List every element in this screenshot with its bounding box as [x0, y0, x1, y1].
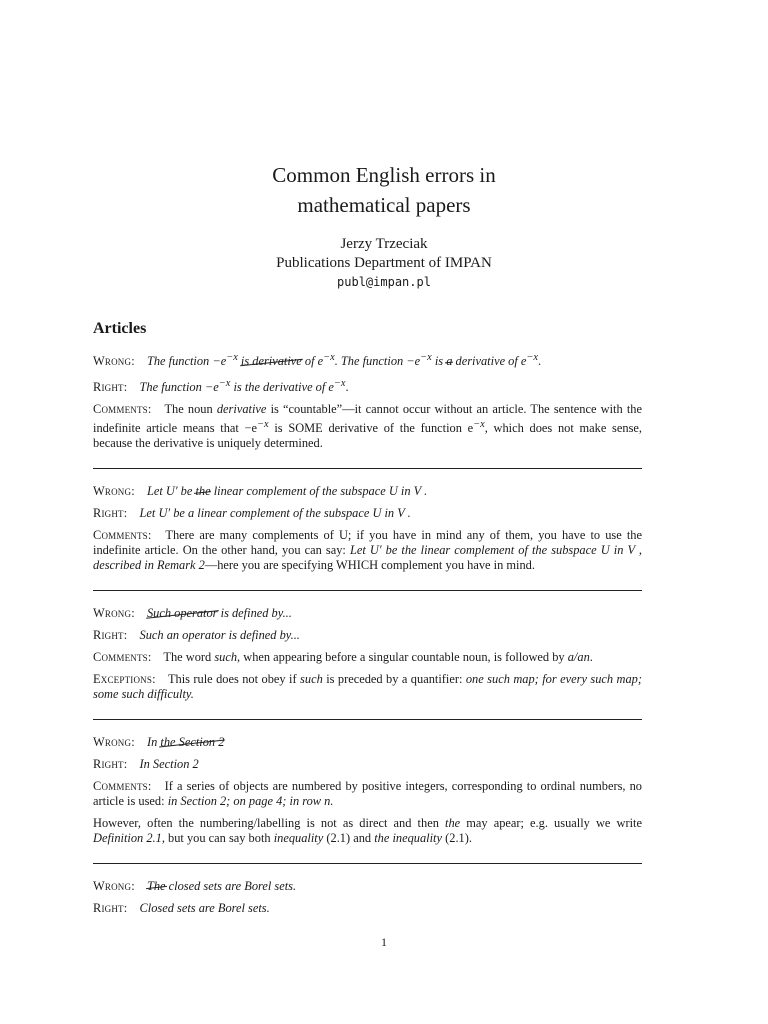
wrong-line: Wrong: In the Section 2	[93, 735, 225, 750]
wrong-line: Wrong: The function $-e^{-x}$ is derivative of $e^{-x}$. The function $-e^{-x}$ is a derivative of $e^{-x}$.	[93, 352, 542, 369]
paper-title: Common English errors in mathematical papers	[272, 163, 496, 217]
strikethrough-text: the	[195, 484, 211, 499]
author-email: publ@impan.pl	[337, 275, 431, 289]
divider	[93, 590, 642, 591]
entry-derivative	[93, 350, 642, 451]
divider	[93, 863, 642, 864]
comments-line: Comments: There are many complements of U; if you have in mind any of them, you have to use the indefinite article. On the other hand, you can say: Let U′ be the linear complement of the subspace U in V , described in Remark 2—here you are specifying WHICH complement you have in mind.	[93, 528, 642, 573]
section-heading: Articles	[93, 320, 147, 337]
right-line: Right: In Section 2	[93, 757, 199, 772]
divider	[93, 719, 642, 720]
entry-complement	[93, 484, 642, 573]
strikethrough-text: a	[446, 354, 453, 369]
wrong-line: Wrong: The closed sets are Borel sets.	[93, 879, 297, 894]
right-line: Right: The function $-e^{-x}$ is the derivative of $e^{-x}$.	[93, 378, 349, 395]
comments-line: Comments: The word such, when appearing before a singular countable noun, is followed by a/an.	[93, 650, 593, 665]
author-block	[0, 235, 768, 292]
strikethrough-text: The	[146, 879, 166, 894]
strikethrough-text: Such operator	[146, 606, 218, 621]
divider	[93, 468, 642, 469]
wrong-line: Wrong: Such operator is defined by...	[93, 606, 292, 621]
entry-closed-sets	[93, 879, 642, 916]
body-content	[93, 350, 642, 923]
page-number: 1	[381, 935, 387, 949]
exceptions-line: Exceptions: This rule does not obey if such is preceded by a quantifier: one such map; for every such map; some such difficulty.	[93, 672, 642, 702]
comments-line: Comments: If a series of objects are numbered by positive integers, corresponding to ordinal numbers, no article is used: in Section 2; on page 4; in row n.	[93, 779, 642, 809]
wrong-line: Wrong: Let U′ be the linear complement of the subspace U in V .	[93, 484, 428, 499]
comments-line: Comments: The noun derivative is “countable”—it cannot occur without an article. The sentence with the indefinite article means that $-e^{-x}$ is SOME derivative of the function $e^{-x}$, which does not make sense, because the derivative is uniquely determined.	[93, 402, 642, 451]
right-line: Right: Let U′ be a linear complement of the subspace U in V .	[93, 506, 411, 521]
strikethrough-text: is derivative	[240, 354, 302, 369]
note-paragraph: However, often the numbering/labelling is not as direct and then the may apear; e.g. usually we write Definition 2.1, but you can say both inequality (2.1) and the inequality (2.1).	[93, 816, 642, 846]
entry-section	[93, 735, 642, 846]
entry-such	[93, 606, 642, 702]
right-line: Right: Such an operator is defined by...	[93, 628, 300, 643]
right-line: Right: Closed sets are Borel sets.	[93, 901, 270, 916]
strikethrough-text: the Section 2	[160, 735, 225, 750]
author-name: Jerzy Trzeciak	[340, 236, 428, 252]
affiliation: Publications Department of IMPAN	[276, 255, 492, 271]
